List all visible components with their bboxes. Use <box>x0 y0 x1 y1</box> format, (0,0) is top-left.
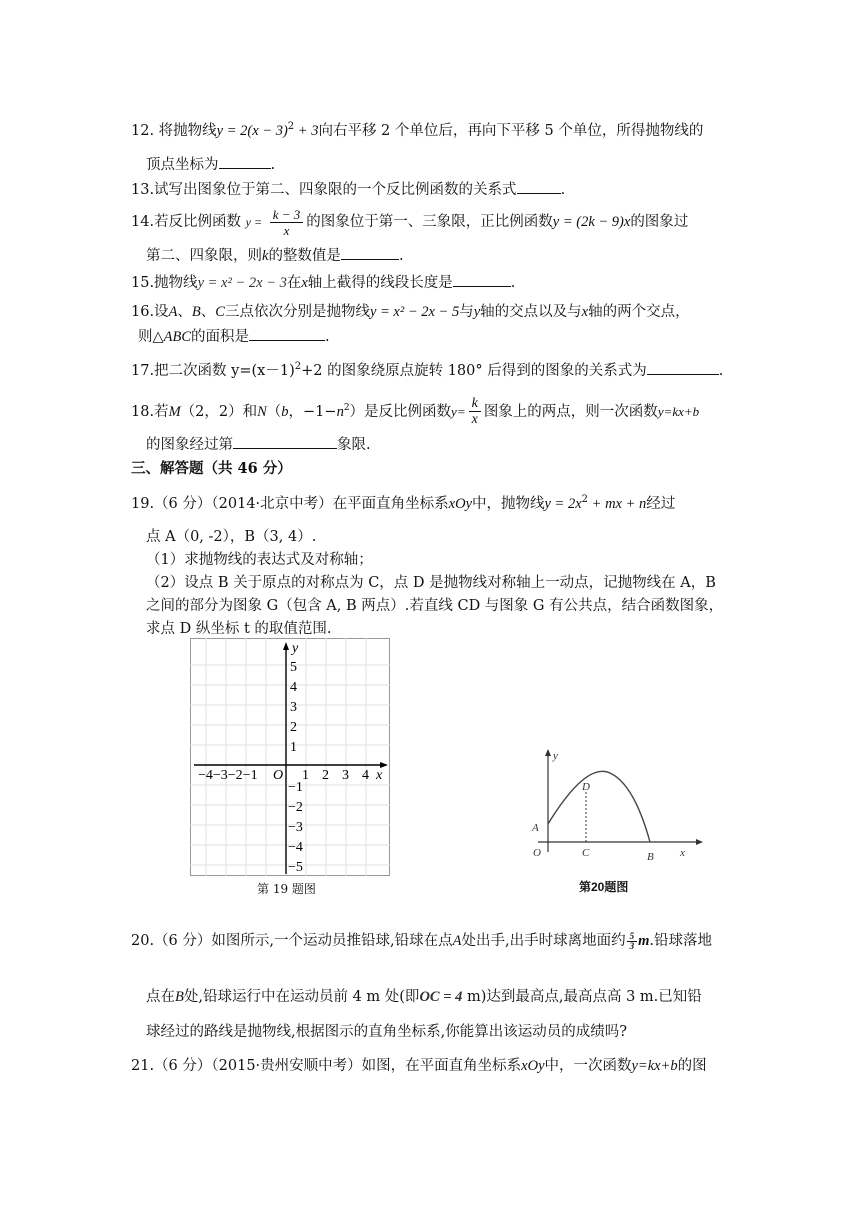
q16-abc: ABC <box>163 329 192 345</box>
q17-text-a: 17.把二次函数 y=(x－1) <box>131 362 295 379</box>
q13-text: 13.试写出图象位于第二、四象限的一个反比例函数的关系式 <box>131 182 517 198</box>
q14-end: . <box>398 248 404 264</box>
question-19-line6: 求点 D 纵坐标 t 的取值范围. <box>146 621 332 637</box>
q16-text-h: 的面积是 <box>191 329 250 345</box>
q16-text-a: 16.设 <box>131 304 169 320</box>
q18-text-b: （2，2）和 <box>180 403 258 420</box>
y-tick-4: 4 <box>290 680 297 695</box>
origin-label: O <box>273 768 284 783</box>
q18-N: N <box>257 403 267 420</box>
q16-end: . <box>325 329 330 345</box>
q18-y: y= <box>451 403 466 419</box>
q18-text-d: ，−1− <box>288 403 337 420</box>
label-D: D <box>582 781 590 793</box>
q19-formula: y = 2x <box>544 495 582 512</box>
q12-formula2: + 3 <box>294 122 319 139</box>
q15-text-a: 15.抛物线 <box>131 275 198 291</box>
q16-text-g: 则△ <box>138 329 164 345</box>
y-tick-neg2: −2 <box>288 800 303 815</box>
question-20-line2 <box>146 987 702 1007</box>
question-13 <box>131 179 565 200</box>
q19-text-b: 中，抛物线 <box>472 495 545 512</box>
q20-B: B <box>175 989 184 1005</box>
figure-20-caption: 第20题图 <box>579 880 629 894</box>
q18-text-f: 图象上的两点，则一次函数 <box>483 403 658 420</box>
q20-text-c: .铅球落地 <box>649 933 712 949</box>
q20-oc: OC = 4 <box>419 989 463 1005</box>
x-tick-labels-positive <box>302 768 369 783</box>
q16-formula: y = x² − 2x − 5 <box>369 304 460 320</box>
trajectory-curve <box>548 771 650 842</box>
question-19-line2: 点 A（0, -2），B（3, 4）. <box>146 529 317 545</box>
question-14-line1 <box>131 205 688 239</box>
q12-text-a: 将抛物线 <box>158 122 217 139</box>
section-heading: 三、解答题（共 46 分） <box>131 460 292 477</box>
q18-sup: 2 <box>343 403 350 413</box>
q18-n: n <box>336 403 344 420</box>
q14-frac-den: x <box>283 222 290 238</box>
q14-fraction <box>270 207 304 238</box>
q20-text-a: 20.（6 分）如图所示,一个运动员推铅球,铅球在点 <box>131 933 453 949</box>
question-19-line1 <box>131 490 675 514</box>
q21-xoy: xOy <box>521 1058 545 1074</box>
q18-text-a: 18.若 <box>131 403 169 420</box>
answer-blank[interactable] <box>647 360 719 375</box>
q16-x: x <box>581 304 589 320</box>
question-17 <box>131 357 723 381</box>
question-12-line2 <box>146 154 275 175</box>
q21-text-a: 21.（6 分）（2015·贵州安顺中考）如图，在平面直角坐标系 <box>131 1058 522 1074</box>
q21-text-c: 的图 <box>677 1058 707 1074</box>
y-axis-arrow <box>545 749 551 756</box>
question-18-line2 <box>146 434 371 455</box>
q12-sup: 2 <box>287 121 295 132</box>
q18-text-i: 象限. <box>337 437 371 453</box>
y-tick-3: 3 <box>290 700 297 715</box>
q19-text-a: 19.（6 分）（2014·北京中考）在平面直角坐标系 <box>131 495 449 512</box>
y-tick-neg4: −4 <box>288 840 303 855</box>
q18-text-c: （ <box>266 403 282 420</box>
q12-end: . <box>270 157 276 173</box>
q19-formula2: + mx + n <box>588 495 647 512</box>
q20-text-l2a: 点在 <box>146 989 175 1005</box>
q19-sup: 2 <box>581 494 589 505</box>
figure-20-labels <box>531 750 685 863</box>
q15-x: x <box>301 275 308 291</box>
q12-text-c: 顶点坐标为 <box>146 157 219 173</box>
question-16-line2 <box>138 326 330 347</box>
q16-sep1: 、 <box>177 304 192 320</box>
q12-formula: y = 2(x − 3) <box>216 122 288 139</box>
q14-formula: y = (2k − 9)x <box>552 214 631 230</box>
answer-blank[interactable] <box>233 434 337 449</box>
q20-text-l2c: m)达到最高点,最高点高 3 m.已知铅 <box>462 989 702 1005</box>
x-axis-arrow <box>696 839 703 845</box>
y-axis-label: y <box>292 641 299 656</box>
q14-k: k <box>262 248 269 264</box>
q20-frac-den: 3 <box>629 940 635 951</box>
q18-text-e: ）是反比例函数 <box>349 403 452 420</box>
q15-text-c: 轴上截得的线段长度是 <box>307 275 453 291</box>
x-axis-label: x <box>376 768 383 783</box>
y-tick-1: 1 <box>290 740 297 755</box>
q20-frac-num: 5 <box>627 932 638 942</box>
q14-y: y = <box>245 215 263 229</box>
q17-end: . <box>718 362 724 379</box>
question-19-line5: 之间的部分为图象 G（包含 A, B 两点）.若直线 CD 与图象 G 有公共点，结合函数图象， <box>146 598 724 614</box>
q16-text-d: 轴的交点以及与 <box>480 304 582 320</box>
q21-text-b: 中，一次函数 <box>544 1058 632 1074</box>
figure-19-grid <box>190 638 390 876</box>
question-21-line1 <box>131 1056 707 1076</box>
q17-sup: 2 <box>294 361 302 372</box>
q20-unit: m <box>638 933 650 949</box>
question-20-line1 <box>131 930 712 952</box>
x-tick-3: 3 <box>342 768 349 783</box>
figure-19-caption: 第 19 题图 <box>257 882 316 896</box>
q16-A: A <box>168 304 178 320</box>
x-tick-4: 4 <box>362 768 369 783</box>
y-tick-neg1: −1 <box>288 780 303 795</box>
label-y: y <box>553 750 558 762</box>
q17-text-b: +2 的图象绕原点旋转 180° 后得到的图象的关系式为 <box>301 362 647 379</box>
question-18-line1 <box>131 388 699 428</box>
q20-fraction <box>627 932 638 951</box>
x-tick-2: 2 <box>322 768 329 783</box>
q16-sep2: 、 <box>200 304 216 320</box>
label-C: C <box>582 847 590 859</box>
q12-number: 12. <box>131 122 155 139</box>
answer-blank[interactable] <box>517 179 561 194</box>
question-12-line1 <box>131 117 703 141</box>
answer-blank[interactable] <box>249 326 325 341</box>
q20-A: A <box>452 933 462 949</box>
q15-end: . <box>510 275 516 291</box>
q18-formula: y=kx+b <box>657 403 700 419</box>
q15-formula: y = x² − 2x − 3 <box>197 275 287 291</box>
q19-xoy: xOy <box>448 495 472 512</box>
figure-20-diagram <box>520 742 710 864</box>
q14-frac-num: k − 3 <box>270 207 304 223</box>
q21-formula: y=kx+b <box>631 1058 678 1074</box>
x-tick-1: 1 <box>302 768 309 783</box>
q14-text-d: 第二、四象限，则 <box>146 248 262 264</box>
answer-blank[interactable] <box>453 272 511 287</box>
label-A: A <box>532 822 539 834</box>
question-19-line4: （2）设点 B 关于原点的对称点为 C，点 D 是抛物线对称轴上一动点，记抛物线在 A，B <box>146 575 716 591</box>
q14-text-c: 的图象过 <box>630 214 689 230</box>
label-O: O <box>533 847 541 859</box>
q16-text-e: 轴的两个交点， <box>588 304 690 320</box>
question-16-line1 <box>131 302 690 322</box>
y-tick-2: 2 <box>290 720 297 735</box>
q12-text-b: 向右平移 2 个单位后，再向下平移 5 个单位，所得抛物线的 <box>318 122 704 139</box>
q18-frac-num: k <box>469 396 481 412</box>
q18-b: b <box>281 403 289 420</box>
label-B: B <box>647 851 654 863</box>
q14-text-b: 的图象位于第一、三象限，正比例函数 <box>306 214 553 230</box>
answer-blank[interactable] <box>219 154 271 169</box>
q14-text-e: 的整数值是 <box>268 248 341 264</box>
q20-text-l2b: 处,铅球运行中在运动员前 4 m 处(即 <box>183 989 420 1005</box>
y-tick-neg5: −5 <box>288 860 303 875</box>
y-tick-neg3: −3 <box>288 820 303 835</box>
y-tick-labels <box>288 660 303 875</box>
question-19-line3: （1）求抛物线的表达式及对称轴； <box>146 552 373 568</box>
q14-text-a: 14.若反比例函数 <box>131 214 242 230</box>
q15-text-b: 在 <box>286 275 302 291</box>
y-axis-arrow <box>283 642 289 650</box>
q18-frac-den: x <box>471 412 478 428</box>
q16-C: C <box>215 304 225 320</box>
q18-M: M <box>168 403 181 420</box>
q13-end: . <box>560 182 566 198</box>
q16-text-b: 三点依次分别是抛物线 <box>224 304 370 320</box>
q18-text-h: 的图象经过第 <box>146 437 233 453</box>
q19-text-c: 经过 <box>646 495 676 512</box>
q18-fraction <box>469 396 481 427</box>
q16-B: B <box>191 304 201 320</box>
q16-y: y <box>473 304 481 320</box>
q16-text-c: 与 <box>459 304 474 320</box>
question-14-line2 <box>146 245 404 266</box>
label-x: x <box>680 847 685 859</box>
q20-text-b: 处出手,出手时球离地面约 <box>461 933 626 949</box>
question-20-line3: 球经过的路线是抛物线,根据图示的直角坐标系,你能算出该运动员的成绩吗? <box>146 1024 627 1040</box>
y-tick-5: 5 <box>290 660 297 675</box>
x-tick-labels-negative: −4−3−2−1 <box>198 768 258 783</box>
question-15 <box>131 272 515 293</box>
answer-blank[interactable] <box>341 245 399 260</box>
